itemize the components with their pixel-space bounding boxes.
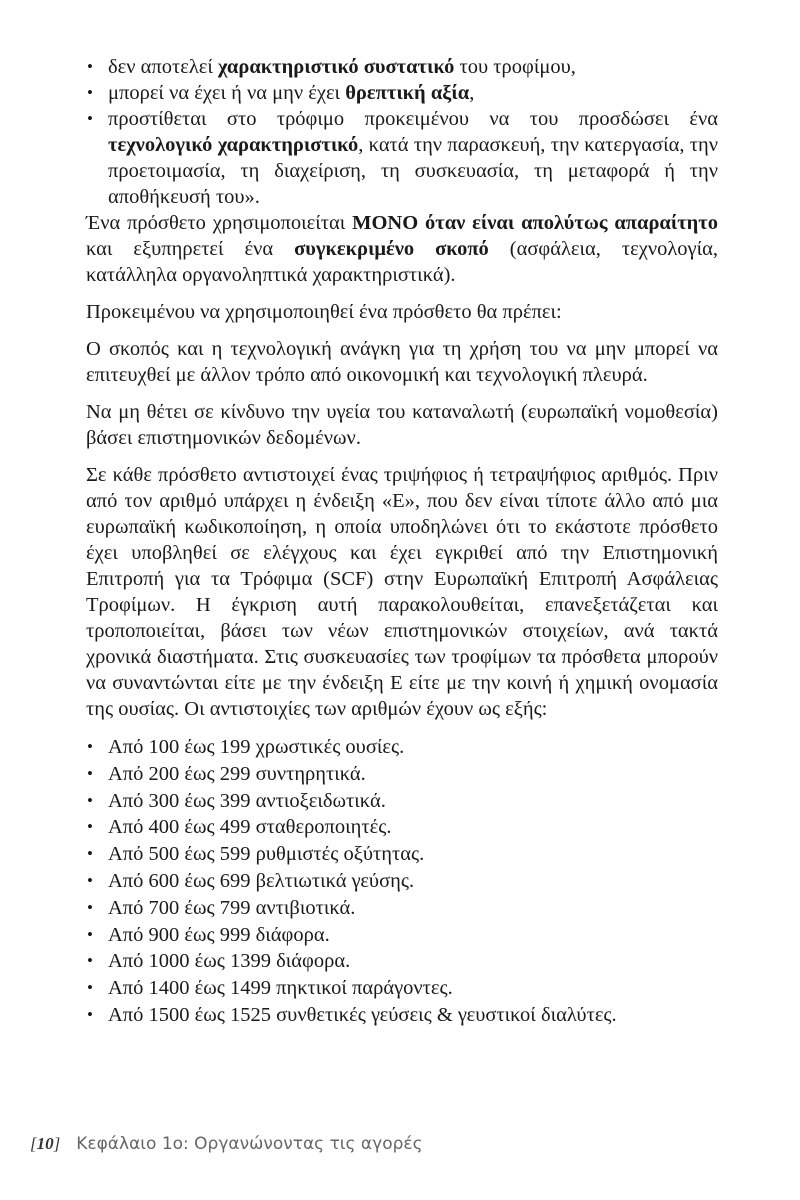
list-item: • Από 900 έως 999 διάφορα. [86, 922, 718, 949]
list-item: • Από 400 έως 499 σταθεροποιητές. [86, 814, 718, 841]
paragraph-condition-purpose: Ο σκοπός και η τεχνολογική ανάγκη για τη χρήση του να μην μπορεί να επιτευχθεί με άλλον τρόπο από οικονομική και τεχνολογική πλευρά. [86, 338, 718, 386]
text: , κατά την παρασκευή, την κατεργασία, την προετοιμασία, τη διαχείριση, τη συσκευασία, τη μεταφορά ή την αποθήκευσή του». [108, 134, 719, 208]
text: δεν αποτελεί [108, 56, 219, 78]
text: , [469, 82, 475, 104]
list-item: • Από 100 έως 199 χρωστικές ουσίες. [86, 734, 718, 761]
page-number [30, 1134, 60, 1153]
page-number-value: 10 [36, 1134, 54, 1153]
list-item: • Από 700 έως 799 αντιβιοτικά. [86, 895, 718, 922]
list-item: • Από 300 έως 399 αντιοξειδωτικά. [86, 788, 718, 815]
bracket: ] [53, 1134, 61, 1153]
list-item: • Από 1400 έως 1499 πηκτικοί παράγοντες. [86, 975, 718, 1002]
list-item: • Από 200 έως 299 συντηρητικά. [86, 761, 718, 788]
text: (ασφάλεια, τεχνολογία, κατάλληλα οργανοληπτικά χαρακτηριστικά). [86, 238, 718, 286]
paragraph-e-numbers: Σε κάθε πρόσθετο αντιστοιχεί ένας τριψήφιος ή τετραψήφιος αριθμός. Πριν από τον αριθμό υπάρχει η ένδειξη «Ε», που δεν είναι τίποτε άλλο από μια ευρωπαϊκή κωδικοποίηση, η οποία υποδηλώνει ότι το εκάστοτε πρόσθετο έχει υποβληθεί σε ελέγχους και έχει εγκριθεί από την Επιστημονική Επιτροπή για τα Τρόφιμα (SCF) στην Ευρωπαϊκή Επιτροπή Ασφάλειας Τροφίμων. Η έγκριση αυτή παρακολουθείται, επανεξετάζεται και τροποποιείται, βάσει των νέων επιστημονικών στοιχείων, ανά τακτά χρονικά διαστήματα. Στις συσκευασίες των τροφίμων τα πρόσθετα μπορούν να συναντώνται είτε με την ένδειξη Ε είτε με την κοινή ή χημική ονομασία της ουσίας. Οι αντιστοιχίες των αριθμών έχουν ως εξής: [86, 464, 718, 720]
paragraph-additive-usage [86, 210, 718, 288]
list-item [86, 80, 718, 106]
text: και εξυπηρετεί ένα [86, 238, 295, 260]
bold-text: ΜΟΝΟ όταν είναι απολύτως απαραίτητο [352, 212, 718, 234]
text: του τροφίμου, [454, 56, 576, 78]
bracket: [ [30, 1134, 37, 1153]
text: μπορεί να έχει ή να μην έχει [108, 82, 346, 104]
text: προστίθεται στο τρόφιμο προκειμένου να του προσδώσει ένα [108, 108, 718, 130]
e-number-range-list [86, 734, 718, 1029]
top-bullet-list [86, 54, 718, 210]
list-item: • Από 1000 έως 1399 διάφορα. [86, 948, 718, 975]
list-item: • Από 500 έως 599 ρυθμιστές οξύτητας. [86, 841, 718, 868]
bold-text: χαρακτηριστικό συστατικό [218, 56, 455, 78]
paragraph-condition-safety: Να μη θέτει σε κίνδυνο την υγεία του καταναλωτή (ευρωπαϊκή νομοθεσία) βάσει επιστημονικών δεδομένων. [86, 401, 718, 449]
page-footer [30, 1134, 423, 1154]
bold-text: συγκεκριμένο σκοπό [294, 238, 489, 260]
list-item: • Από 600 έως 699 βελτιωτικά γεύσης. [86, 868, 718, 895]
list-item [86, 106, 718, 210]
text: Ένα πρόσθετο χρησιμοποιείται [86, 212, 353, 234]
page-body [86, 54, 718, 1029]
bold-text: θρεπτική αξία [345, 82, 470, 104]
paragraph-conditions-intro: Προκειμένου να χρησιμοποιηθεί ένα πρόσθετο θα πρέπει: [86, 301, 562, 323]
chapter-title: Κεφάλαιο 1ο: Οργανώνοντας τις αγορές [76, 1134, 423, 1154]
bold-text: τεχνολογικό χαρακτηριστικό [108, 134, 359, 156]
list-item [86, 54, 718, 80]
list-item: • Από 1500 έως 1525 συνθετικές γεύσεις & γευστικοί διαλύτες. [86, 1002, 718, 1029]
